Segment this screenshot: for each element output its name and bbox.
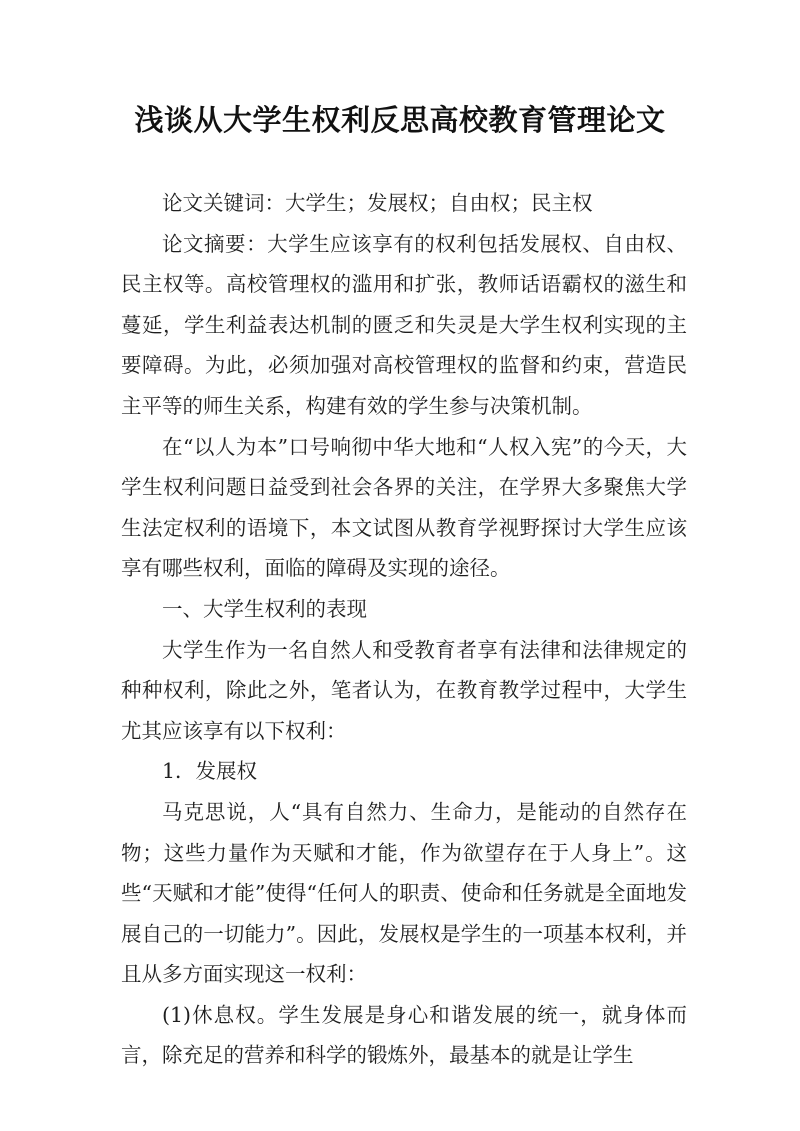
intro-paragraph: 在“以人为本”口号响彻中华大地和“人权入宪”的今天，大学生权利问题日益受到社会各界的关注，在学界大多聚焦大学生法定权利的语境下，本文试图从教育学视野探讨大学生应该享有哪些权利，面临的障碍及实现的途径。 — [121, 434, 687, 581]
abstract-paragraph: 论文摘要：大学生应该享有的权利包括发展权、自由权、民主权等。高校管理权的滥用和扩张，教师话语霸权的滋生和蔓延，学生利益表达机制的匮乏和失灵是大学生权利实现的主要障碍。为此，必须加强对高校管理权的监督和约束，营造民主平等的师生关系，构建有效的学生参与决策机制。 — [121, 231, 687, 418]
subsection-heading: 1．发展权 — [162, 759, 258, 784]
keywords-paragraph: 论文关键词：大学生；发展权；自由权；民主权 — [162, 191, 593, 215]
document-body — [121, 183, 687, 1076]
body-paragraph: 马克思说，人“具有自然力、生命力，是能动的自然存在物；这些力量作为天赋和才能，作为欲望存在于人身上”。这些“天赋和才能”使得“任何人的职责、使命和任务就是全面地发展自己的一切能力”。因此，发展权是学生的一项基本权利，并且从多方面实现这一权利： — [121, 799, 687, 987]
document-title: 浅谈从大学生权利反思高校教育管理论文 — [134, 103, 666, 137]
body-paragraph: (1)休息权。学生发展是身心和谐发展的统一，就身体而言，除充足的营养和科学的锻炼外，最基本的就是让学生 — [121, 1002, 687, 1068]
body-paragraph: 大学生作为一名自然人和受教育者享有法律和法律规定的种种权利，除此之外，笔者认为，在教育教学过程中，大学生尤其应该享有以下权利： — [121, 637, 687, 743]
section-heading: 一、大学生权利的表现 — [162, 596, 367, 621]
